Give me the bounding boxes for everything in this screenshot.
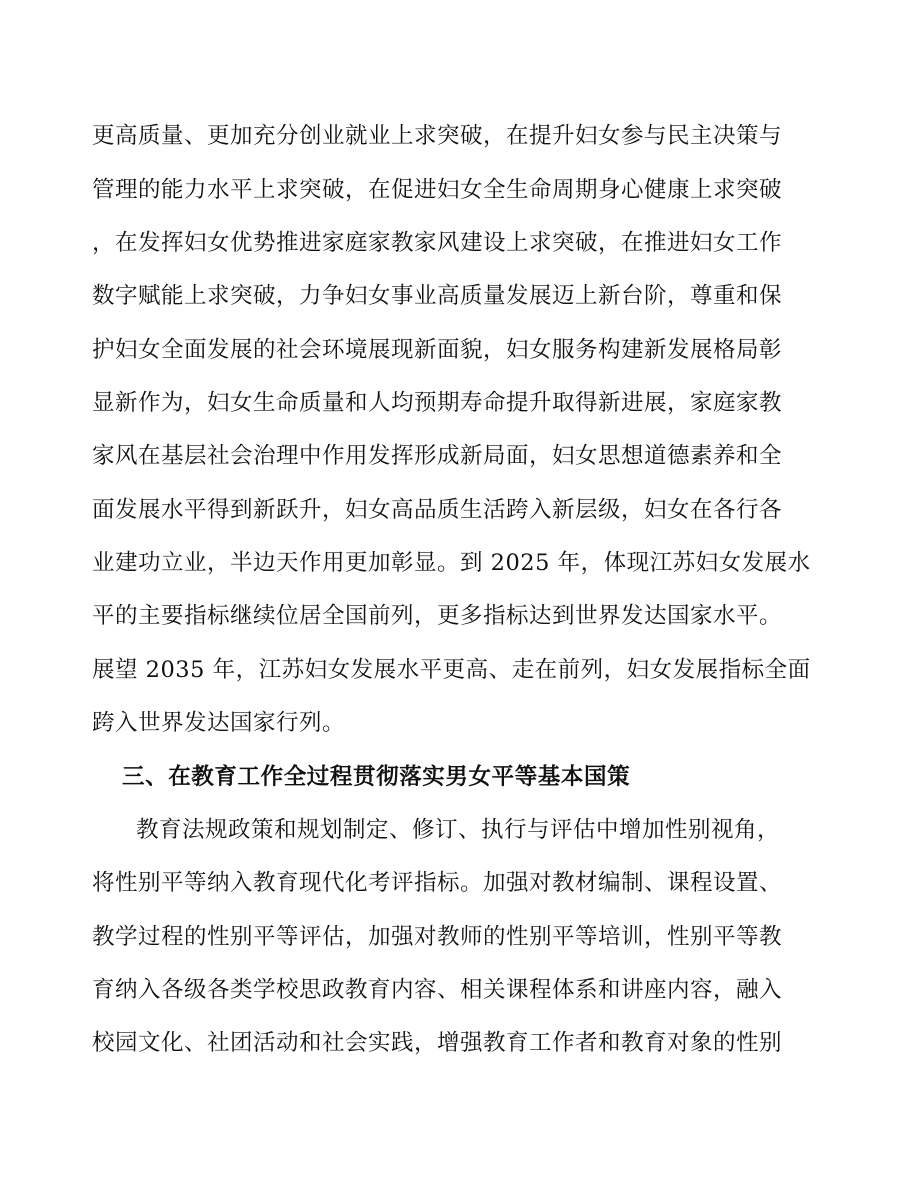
paragraph-line: 管理的能力水平上求突破，在促进妇女全生命周期身心健康上求突破 [92, 177, 783, 203]
paragraph-line: 家风在基层社会治理中作用发挥形成新局面，妇女思想道德素养和全 [92, 443, 783, 469]
paragraph-line: 数字赋能上求突破，力争妇女事业高质量发展迈上新台阶，尊重和保 [92, 283, 783, 309]
paragraph-line: 育纳入各级各类学校思政教育内容、相关课程体系和讲座内容，融入 [92, 977, 783, 1003]
paragraph-line: ，在发挥妇女优势推进家庭家教家风建设上求突破，在推进妇女工作 [92, 230, 783, 256]
paragraph-line: 护妇女全面发展的社会环境展现新面貌，妇女服务构建新发展格局彰 [92, 337, 783, 363]
paragraph-line: 显新作为，妇女生命质量和人均预期寿命提升取得新进展，家庭家教 [92, 390, 783, 416]
section-heading: 三、在教育工作全过程贯彻落实男女平等基本国策 [122, 764, 631, 790]
paragraph-line: 跨入世界发达国家行列。 [92, 710, 346, 736]
paragraph-line: 教学过程的性别平等评估，加强对教师的性别平等培训，性别平等教 [92, 924, 783, 950]
paragraph-line: 校园文化、社团活动和社会实践，增强教育工作者和教育对象的性别 [92, 1030, 783, 1056]
paragraph-line: 平的主要指标继续位居全国前列，更多指标达到世界发达国家水平。 [92, 603, 783, 629]
paragraph-line: 教育法规政策和规划制定、修订、执行与评估中增加性别视角， [136, 817, 781, 843]
paragraph-line: 将性别平等纳入教育现代化考评指标。加强对教材编制、课程设置、 [92, 870, 783, 896]
paragraph-line: 面发展水平得到新跃升，妇女高品质生活跨入新层级，妇女在各行各 [92, 497, 783, 523]
paragraph-line: 展望 2035 年，江苏妇女发展水平更高、走在前列，妇女发展指标全面 [92, 657, 811, 683]
paragraph-line: 更高质量、更加充分创业就业上求突破，在提升妇女参与民主决策与 [92, 123, 783, 149]
paragraph-line: 业建功立业，半边天作用更加彰显。到 2025 年，体现江苏妇女发展水 [92, 550, 811, 576]
